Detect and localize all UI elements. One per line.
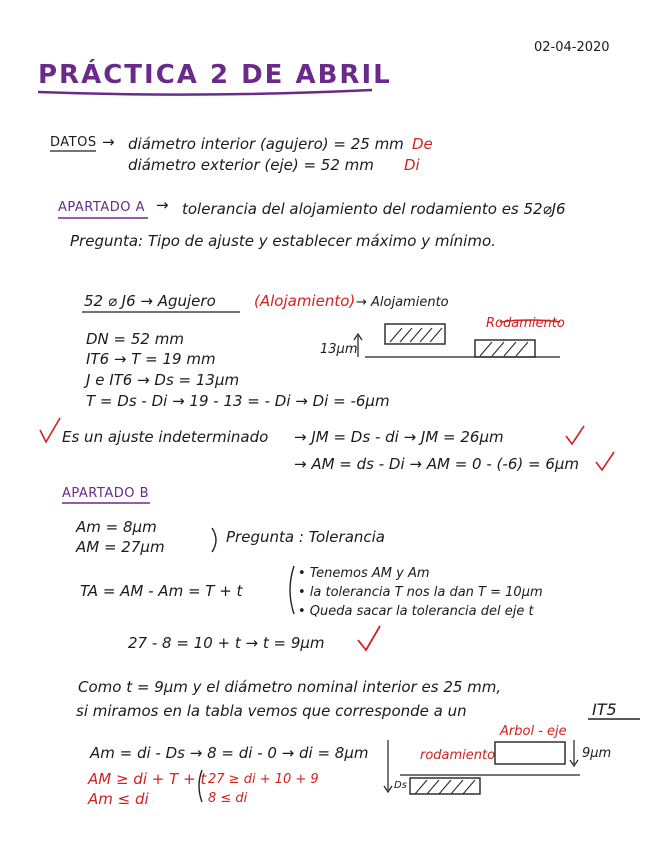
- datos-label: DATOS: [50, 135, 97, 150]
- diagram-b-arbol: Arbol - eje: [500, 724, 567, 739]
- bullet-3: • Queda sacar la tolerancia del eje t: [298, 604, 534, 619]
- diagram-b-dim: 9μm: [582, 746, 612, 761]
- section-a-line-1: DN = 52 mm: [86, 330, 184, 348]
- checkmark-icon: [566, 426, 584, 444]
- section-a-line-4: T = Ds - Di → 19 - 13 = - Di → Di = -6μm: [86, 392, 390, 410]
- rodamiento-label: Rodamiento: [486, 316, 565, 331]
- it5-value: IT5: [592, 700, 617, 719]
- dim-label-a: 13μm: [320, 342, 358, 357]
- ineq-brace-2: 8 ≤ di: [208, 791, 248, 806]
- section-a-head-tail: → Alojamiento: [356, 295, 449, 310]
- apartado-b-question: Pregunta : Tolerancia: [226, 528, 385, 546]
- eq-main: Am = di - Ds → 8 = di - 0 → di = 8μm: [90, 744, 369, 762]
- datos-line1: diámetro interior (agujero) = 25 mm: [128, 135, 404, 153]
- aM-value: AM = 27μm: [76, 538, 165, 556]
- result-am: → AM = ds - Di → AM = 0 - (-6) = 6μm: [294, 455, 580, 473]
- apartado-b-heading: APARTADO B: [62, 486, 149, 501]
- ineq-red-1: AM ≥ di + T + t: [88, 770, 207, 788]
- section-a-head: 52 ⌀ J6 → Agujero: [84, 292, 216, 310]
- datos-arrow: →: [102, 133, 115, 151]
- brace-question: [212, 528, 216, 552]
- datos-line2: diámetro exterior (eje) = 52 mm: [128, 156, 374, 174]
- diagram-b-ds: Ds: [394, 780, 407, 791]
- section-a-line-2: IT6 → T = 19 mm: [86, 350, 216, 368]
- checkmark-icon: [358, 626, 380, 650]
- apartado-a-arrow: →: [156, 196, 169, 214]
- apartado-a-question: Pregunta: Tipo de ajuste y establecer máximo y mínimo.: [70, 232, 496, 250]
- title-underline: [38, 90, 372, 95]
- ineq-red-2: Am ≤ di: [88, 790, 149, 808]
- result-jm: → JM = Ds - di → JM = 26μm: [294, 428, 504, 446]
- bullet-2: • la tolerancia T nos la dan T = 10μm: [298, 585, 543, 600]
- sentence-1: Como t = 9μm y el diámetro nominal interior es 25 mm,: [78, 678, 502, 696]
- page-title: PRÁCTICA 2 DE ABRIL: [38, 60, 392, 90]
- brace-bullets: [290, 566, 294, 614]
- apartado-a-description: tolerancia del alojamiento del rodamiento es 52⌀J6: [182, 200, 566, 218]
- date: 02-04-2020: [534, 40, 610, 55]
- apartado-a-heading: APARTADO A: [58, 200, 145, 215]
- am-value: Am = 8μm: [76, 518, 157, 536]
- sentence-2: si miramos en la tabla vemos que corresponde a un: [76, 702, 467, 720]
- ajuste-conclusion: Es un ajuste indeterminado: [62, 428, 269, 446]
- ta-formula: TA = AM - Am = T + t: [80, 582, 243, 600]
- checkmark-icon: [40, 418, 60, 442]
- bullet-1: • Tenemos AM y Am: [298, 566, 430, 581]
- section-a-line-3: J e IT6 → Ds = 13μm: [86, 371, 240, 389]
- datos-line2-tag: Di: [404, 156, 420, 174]
- section-a-head-red: (Alojamiento): [254, 292, 356, 310]
- datos-line1-tag: De: [412, 135, 433, 153]
- t-calc: 27 - 8 = 10 + t → t = 9μm: [128, 634, 325, 652]
- diagram-b-rodamiento: rodamiento: [420, 748, 496, 763]
- ineq-brace-1: 27 ≥ di + 10 + 9: [208, 772, 319, 787]
- checkmark-icon: [596, 452, 614, 470]
